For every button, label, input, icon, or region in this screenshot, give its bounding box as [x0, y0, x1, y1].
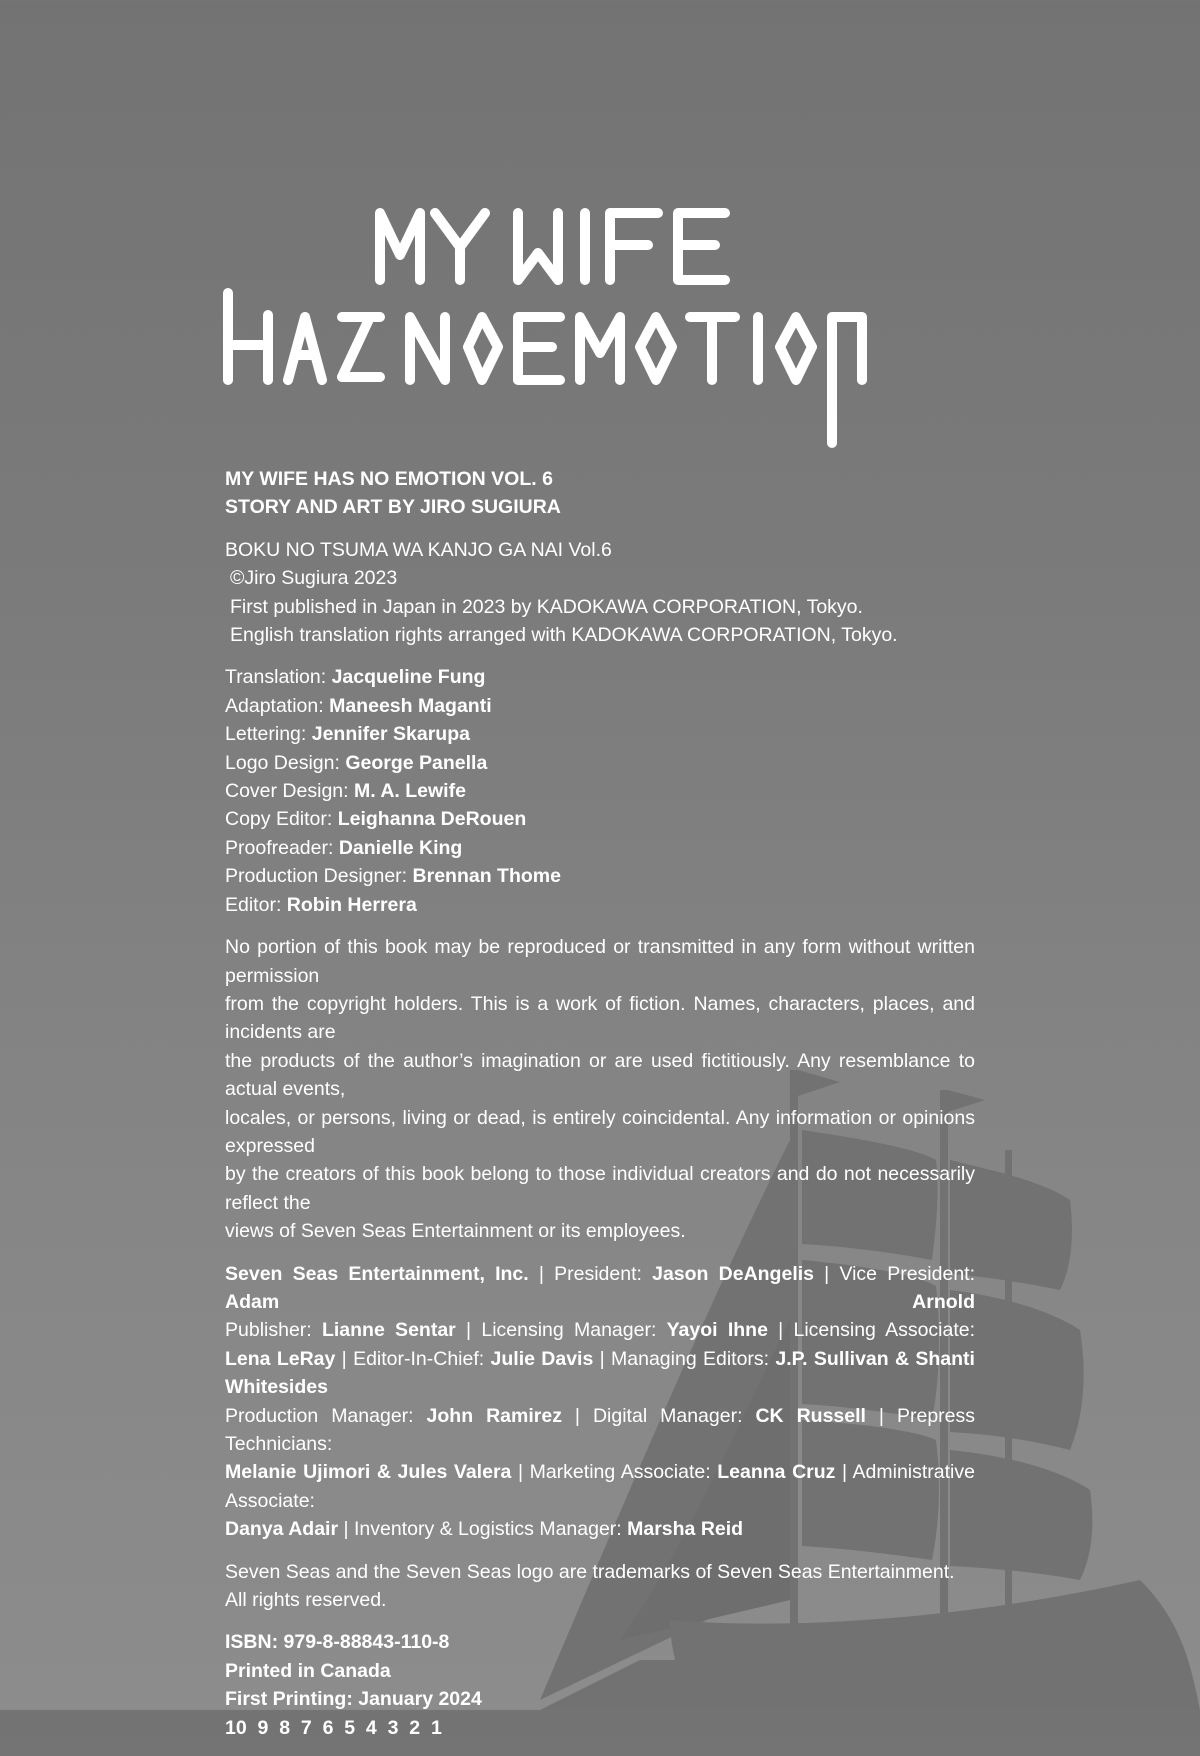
staff-role: Vice President: [839, 1262, 976, 1285]
credit-role: Translation: [225, 666, 332, 689]
credit-row [225, 891, 975, 919]
separator: | [865, 1404, 897, 1427]
credit-row [225, 834, 975, 862]
credit-role: Proofreader: [225, 836, 339, 859]
legal-line: the products of the author’s imagination or are used fictitiously. Any resemblance to actual events, [225, 1049, 975, 1101]
separator: | [767, 1319, 794, 1342]
credit-row [225, 777, 975, 805]
staff-name: Melanie Ujimori & Jules Valera [225, 1461, 512, 1484]
staff-role: Licensing Associate: [793, 1319, 976, 1342]
staff-row [225, 1316, 975, 1344]
credit-row [225, 805, 975, 833]
credit-name: Maneesh Maganti [329, 694, 492, 717]
credit-role: Logo Design: [225, 751, 346, 774]
credit-row [225, 749, 975, 777]
credit-role: Editor: [225, 893, 287, 916]
legal-notice [225, 933, 975, 1245]
credit-name: Leighanna DeRouen [337, 808, 527, 831]
staff-name: Yayoi Ihne [666, 1319, 768, 1342]
first-published-line: First published in Japan in 2023 by KADOKAWA CORPORATION, Tokyo. [230, 595, 863, 618]
staff-role: Publisher: [225, 1319, 322, 1342]
rights-reserved-line: All rights reserved. [225, 1589, 387, 1612]
legal-line: No portion of this book may be reproduced or transmitted in any form without written permission [225, 936, 975, 987]
staff-name: Marsha Reid [627, 1518, 744, 1541]
separator: | [561, 1404, 593, 1427]
separator: | [335, 1347, 354, 1370]
staff-row [225, 1458, 975, 1515]
staff-name: CK Russell [755, 1404, 866, 1427]
credits-list [225, 663, 975, 919]
staff-name: Leanna Cruz [717, 1461, 836, 1484]
staff-role: Marketing Associate: [529, 1461, 718, 1484]
staff-role: President: [554, 1262, 653, 1285]
staff-role: Administrative Associate: [225, 1461, 975, 1512]
separator: | [814, 1262, 840, 1285]
book-title: MY WIFE HAS NO EMOTION VOL. 6 [225, 468, 553, 490]
credit-name: Jennifer Skarupa [311, 723, 470, 746]
legal-line: views of Seven Seas Entertainment or its employees. [225, 1220, 686, 1243]
staff-row [225, 1402, 975, 1459]
staff-name: Danya Adair [225, 1518, 339, 1541]
credit-role: Lettering: [225, 723, 312, 746]
credit-row [225, 692, 975, 720]
legal-line: from the copyright holders. This is a work of fiction. Names, characters, places, and incidents are [225, 992, 975, 1044]
staff-role: Editor-In-Chief: [353, 1347, 491, 1370]
original-edition-block [225, 536, 975, 650]
credit-row [225, 862, 975, 890]
legal-line: locales, or persons, living or dead, is entirely coincidental. Any information or opinions expressed [225, 1106, 975, 1157]
credit-name: Robin Herrera [286, 893, 417, 916]
translation-rights-line: English translation rights arranged with KADOKAWA CORPORATION, Tokyo. [230, 624, 898, 647]
staff-role: Digital Manager: [592, 1404, 756, 1427]
separator: | [338, 1518, 354, 1541]
credit-role: Copy Editor: [225, 808, 338, 831]
staff-role: Production Manager: [225, 1404, 427, 1427]
credit-name: M. A. Lewife [353, 780, 466, 803]
staff-role: Inventory & Logistics Manager: [353, 1518, 628, 1541]
staff-name: Julie Davis [490, 1347, 594, 1370]
printing-info [225, 1628, 975, 1742]
separator: | [835, 1461, 853, 1484]
copyright-line: ©Jiro Sugiura 2023 [230, 567, 398, 590]
credit-row [225, 720, 975, 748]
printer-key-numbers: 10 9 8 7 6 5 4 3 2 1 [225, 1716, 442, 1739]
separator: | [593, 1347, 612, 1370]
copyright-page-text [225, 465, 975, 1756]
trademark-line: Seven Seas and the Seven Seas logo are trademarks of Seven Seas Entertainment. [225, 1560, 955, 1583]
credit-name: George Panella [345, 751, 488, 774]
original-title: BOKU NO TSUMA WA KANJO GA NAI Vol.6 [225, 538, 612, 561]
staff-name: Adam Arnold [225, 1290, 975, 1313]
staff-name: J.P. Sullivan & Shanti Whitesides [225, 1347, 975, 1399]
credit-role: Adaptation: [225, 694, 330, 717]
staff-name: Lianne Sentar [321, 1319, 456, 1342]
staff-name: Jason DeAngelis [652, 1262, 814, 1285]
staff-row [225, 1345, 975, 1402]
legal-line: by the creators of this book belong to those individual creators and do not necessarily reflect the [225, 1163, 975, 1214]
credit-row [225, 663, 975, 691]
story-and-art-credit: STORY AND ART BY JIRO SUGIURA [225, 496, 561, 519]
first-printing-date: First Printing: January 2024 [225, 1688, 482, 1711]
trademark-notice [225, 1558, 975, 1615]
printed-location: Printed in Canada [225, 1659, 391, 1682]
separator: | [455, 1319, 482, 1342]
staff-name: John Ramirez [426, 1404, 562, 1427]
staff-row [225, 1260, 975, 1317]
staff-role: Managing Editors: [611, 1347, 776, 1370]
company-name: Seven Seas Entertainment, Inc. [225, 1262, 529, 1285]
staff-role: Prepress Technicians: [225, 1404, 975, 1455]
staff-row [225, 1515, 975, 1543]
credit-role: Production Designer: [225, 865, 413, 888]
publisher-staff [225, 1260, 975, 1544]
staff-name: Lena LeRay [225, 1347, 336, 1370]
separator: | [528, 1262, 555, 1285]
credit-role: Cover Design: [225, 780, 354, 803]
separator: | [511, 1461, 530, 1484]
credit-name: Danielle King [338, 836, 463, 859]
credit-name: Jacqueline Fung [331, 666, 486, 689]
credit-name: Brennan Thome [412, 865, 561, 888]
book-title-block [225, 465, 975, 522]
series-logo [220, 205, 940, 450]
staff-role: Licensing Manager: [481, 1319, 667, 1342]
isbn: ISBN: 979-8-88843-110-8 [225, 1631, 450, 1654]
